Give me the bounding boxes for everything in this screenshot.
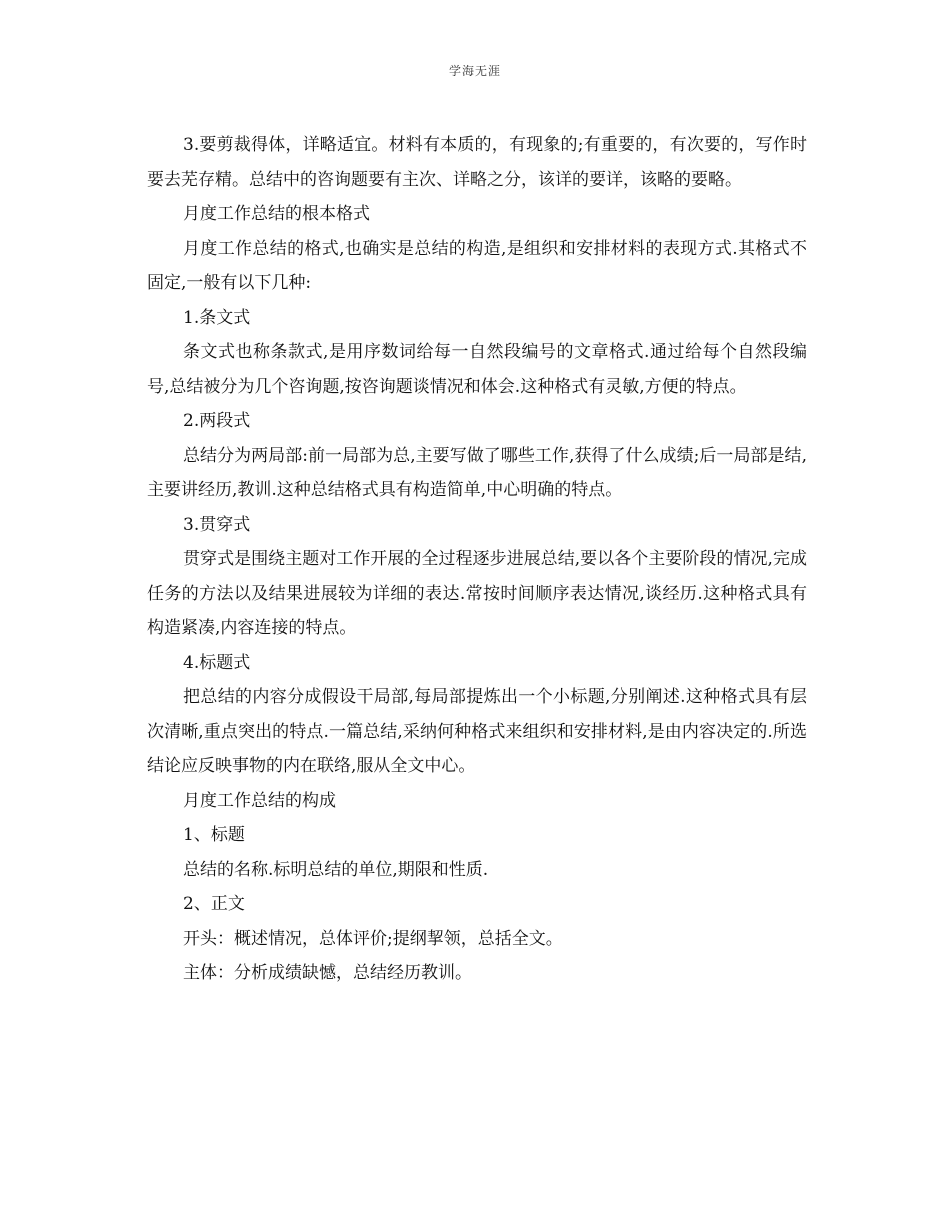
paragraph-sequential-format: 贯穿式是围绕主题对工作开展的全过程逐步进展总结,要以各个主要阶段的情况,完成任务的方法以及结果进展较为详细的表达.常按时间顺序表达情况,谈经历.这种格式具有构造紧凑,内容连接的特点。 xyxy=(147,549,807,638)
paragraph-titled-format: 把总结的内容分成假设干局部,每局部提炼出一个小标题,分别阐述.这种格式具有层次清晰,重点突出的特点.一篇总结,采纳何种格式来组织和安排材料,是由内容决定的.所选结论应反映事物的内在联络,服从全文中心。 xyxy=(147,687,807,776)
subheading-sequential-format: 3.贯穿式 xyxy=(183,514,251,535)
subheading-titled-format: 4.标题式 xyxy=(183,652,251,673)
page-header: 学海无涯 xyxy=(448,64,501,78)
paragraph-editing-principle: 3.要剪裁得体，详略适宜。材料有本质的，有现象的;有重要的，有次要的，写作时要去芜存精。总结中的咨询题要有主次、详略之分，该详的要详，该略的要略。 xyxy=(147,135,807,190)
section-heading-composition: 月度工作总结的构成 xyxy=(183,790,336,811)
paragraph-title-description: 总结的名称.标明总结的单位,期限和性质. xyxy=(183,859,489,880)
paragraph-main-body: 主体：分析成绩缺憾，总结经历教训。 xyxy=(183,963,472,983)
paragraph-format-intro: 月度工作总结的格式,也确实是总结的构造,是组织和安排材料的表现方式.其格式不固定,一般有以下几种: xyxy=(147,238,807,293)
paragraph-opening: 开头：概述情况，总体评价;提纲挈领，总括全文。 xyxy=(183,928,563,949)
section-heading-basic-format: 月度工作总结的根本格式 xyxy=(183,204,370,224)
paragraph-two-part-format: 总结分为两局部:前一局部为总,主要写做了哪些工作,获得了什么成绩;后一局部是结,主要讲经历,教训.这种总结格式具有构造简单,中心明确的特点。 xyxy=(147,445,807,500)
subheading-itemized-format: 1.条文式 xyxy=(183,307,251,328)
subheading-title: 1、标题 xyxy=(183,825,245,845)
document-body xyxy=(147,128,807,991)
subheading-two-part-format: 2.两段式 xyxy=(183,411,251,431)
subheading-body: 2、正文 xyxy=(183,894,245,914)
paragraph-itemized-format: 条文式也称条款式,是用序数词给每一自然段编号的文章格式.通过给每个自然段编号,总结被分为几个咨询题,按咨询题谈情况和体会.这种格式有灵敏,方便的特点。 xyxy=(147,342,807,397)
